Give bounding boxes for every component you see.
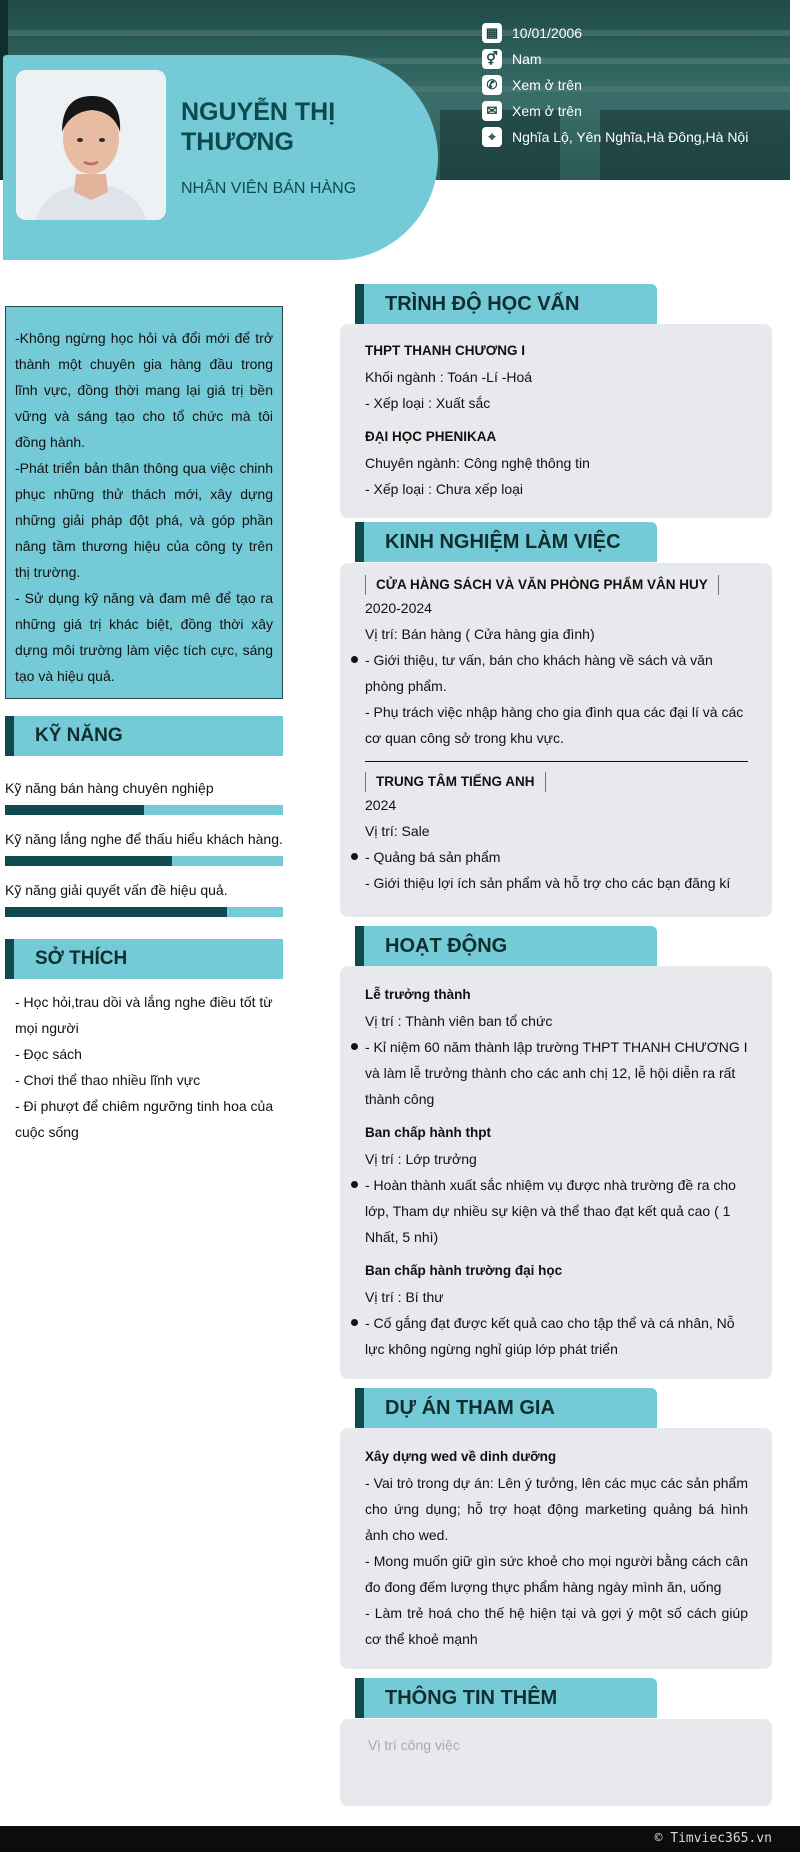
activity-position: Vị trí : Bí thư bbox=[365, 1289, 444, 1305]
phone-icon: ✆ bbox=[482, 75, 502, 95]
extra-info-placeholder[interactable]: Vị trí công việc bbox=[368, 1737, 460, 1753]
projects-heading: DỰ ÁN THAM GIA bbox=[355, 1388, 657, 1428]
education-heading: TRÌNH ĐỘ HỌC VẤN bbox=[355, 284, 657, 324]
skill-label: Kỹ năng bán hàng chuyên nghiệp bbox=[5, 780, 214, 796]
contact-gender: ⚥ Nam bbox=[482, 46, 748, 72]
school-grade: - Xếp loại : Xuất sắc bbox=[365, 395, 491, 411]
email-icon: ✉ bbox=[482, 101, 502, 121]
work-position: Vị trí: Bán hàng ( Cửa hàng gia đình) bbox=[365, 626, 595, 642]
work-detail: - Giới thiệu lợi ích sản phẩm và hỗ trợ cho các bạn đăng kí bbox=[365, 875, 731, 891]
extra-info-box[interactable] bbox=[340, 1719, 772, 1806]
contact-phone: ✆ Xem ở trên bbox=[482, 72, 748, 98]
activity-position: Vị trí : Thành viên ban tổ chức bbox=[365, 1013, 553, 1029]
footer bbox=[0, 1826, 800, 1852]
contact-address: ⌖ Nghĩa Lộ, Yên Nghĩa,Hà Đông,Hà Nội bbox=[482, 124, 748, 150]
projects-box bbox=[340, 1428, 772, 1669]
candidate-name: NGUYỄN THỊ THƯƠNG bbox=[181, 98, 336, 156]
skill-label: Kỹ năng giải quyết vấn đề hiệu quả. bbox=[5, 882, 228, 898]
career-objective bbox=[5, 306, 283, 699]
hobby-item: - Đi phượt để chiêm ngưỡng tinh hoa của cuộc sống bbox=[15, 1098, 274, 1140]
company-name: TRUNG TÂM TIẾNG ANH bbox=[365, 772, 546, 792]
project-detail: - Làm trẻ hoá cho thế hệ hiện tại và gợi ý một số cách giúp cơ thể khoẻ mạnh bbox=[365, 1605, 748, 1647]
skill-bar bbox=[5, 856, 283, 866]
objective-paragraph: -Phát triển bản thân thông qua việc chinh phục những thử thách mới, xây dựng những giải pháp đột phá, và góp phần nâng tầm thương hiệu của công ty trên thị trường. bbox=[15, 460, 273, 580]
school-name: THPT THANH CHƯƠNG I bbox=[365, 343, 525, 358]
location-icon: ⌖ bbox=[482, 127, 502, 147]
extra-info-heading: THÔNG TIN THÊM bbox=[355, 1678, 657, 1718]
objective-paragraph: - Sử dụng kỹ năng và đam mê để tạo ra những giá trị khác biệt, đồng thời xây dựng môi trường làm việc tích cực, sáng tạo và hiệu quả. bbox=[15, 590, 273, 684]
activity-detail: - Hoàn thành xuất sắc nhiệm vụ được nhà trường đề ra cho lớp, Tham dự nhiều sự kiện và thể thao đạt kết quả cao ( 1 Nhất, 5 nhì) bbox=[365, 1172, 748, 1250]
school-field: Khối ngành : Toán -Lí -Hoá bbox=[365, 369, 533, 385]
contact-birthday: ▦ 10/01/2006 bbox=[482, 20, 748, 46]
skill-item bbox=[5, 831, 283, 866]
work-period: 2020-2024 bbox=[365, 600, 432, 616]
work-period: 2024 bbox=[365, 797, 397, 813]
skill-bar bbox=[5, 805, 283, 815]
school-name: ĐẠI HỌC PHENIKAA bbox=[365, 429, 497, 444]
project-name: Xây dựng wed về dinh dưỡng bbox=[365, 1449, 557, 1464]
contact-email: ✉ Xem ở trên bbox=[482, 98, 748, 124]
hobbies-heading: SỞ THÍCH bbox=[5, 939, 283, 979]
avatar bbox=[16, 70, 166, 220]
work-detail: - Phụ trách việc nhập hàng cho gia đình qua các đại lí và các cơ quan công sở trong khu vực. bbox=[365, 704, 744, 746]
footer-brand: © Timviec365.vn bbox=[654, 1831, 772, 1846]
skill-label: Kỹ năng lắng nghe để thấu hiểu khách hàng. bbox=[5, 831, 283, 847]
activity-detail: - Cố gắng đạt được kết quả cao cho tập thể và cá nhân, Nỗ lực không ngừng nghỉ giúp lớp phát triển bbox=[365, 1310, 748, 1362]
activities-heading: HOẠT ĐỘNG bbox=[355, 926, 657, 966]
hobby-item: - Chơi thể thao nhiều lĩnh vực bbox=[15, 1072, 201, 1088]
contact-list bbox=[482, 20, 748, 150]
project-detail: - Vai trò trong dự án: Lên ý tưởng, lên các mục các sản phẩm cho ứng dụng; hỗ trợ hoạt động marketing quảng bá hình ảnh cho wed. bbox=[365, 1475, 748, 1543]
avatar-photo bbox=[16, 70, 166, 220]
skill-item bbox=[5, 780, 283, 815]
school-field: Chuyên ngành: Công nghệ thông tin bbox=[365, 455, 590, 471]
gender-icon: ⚥ bbox=[482, 49, 502, 69]
activity-detail: - Kỉ niệm 60 năm thành lập trường THPT THANH CHƯƠNG I và làm lễ trưởng thành cho các anh chị 12, lễ hội diễn ra rất thành công bbox=[365, 1034, 748, 1112]
experience-box bbox=[340, 563, 772, 917]
hobby-item: - Học hỏi,trau dồi và lắng nghe điều tốt từ mọi người bbox=[15, 994, 273, 1036]
experience-divider bbox=[365, 761, 748, 762]
activity-position: Vị trí : Lớp trưởng bbox=[365, 1151, 477, 1167]
work-detail: - Quảng bá sản phẩm bbox=[365, 844, 748, 870]
company-name: CỬA HÀNG SÁCH VÀ VĂN PHÒNG PHẨM VÂN HUY bbox=[365, 575, 719, 595]
candidate-role: NHÂN VIÊN BÁN HÀNG bbox=[181, 180, 357, 197]
experience-heading: KINH NGHIỆM LÀM VIỆC bbox=[355, 522, 657, 562]
activities-box bbox=[340, 966, 772, 1379]
project-detail: - Mong muốn giữ gìn sức khoẻ cho mọi người bằng cách cân đo đong đếm lượng thực phẩm hàng ngày mình ăn, uống bbox=[365, 1553, 748, 1595]
work-detail: - Giới thiệu, tư vấn, bán cho khách hàng về sách và văn phòng phẩm. bbox=[365, 647, 748, 699]
skill-bar bbox=[5, 907, 283, 917]
calendar-icon: ▦ bbox=[482, 23, 502, 43]
activity-name: Ban chấp hành thpt bbox=[365, 1125, 491, 1140]
skills-heading: KỸ NĂNG bbox=[5, 716, 283, 756]
activity-name: Lễ trưởng thành bbox=[365, 987, 471, 1002]
skill-item bbox=[5, 882, 283, 917]
education-box bbox=[340, 324, 772, 518]
hobby-item: - Đọc sách bbox=[15, 1046, 82, 1062]
objective-paragraph: -Không ngừng học hỏi và đổi mới để trở thành một chuyên gia hàng đầu trong lĩnh vực, đồng thời mang lại giá trị bền vững và sáng tạo cho tổ chức mà tôi đồng hành. bbox=[15, 330, 273, 450]
school-grade: - Xếp loại : Chưa xếp loại bbox=[365, 481, 524, 497]
work-position: Vị trí: Sale bbox=[365, 823, 430, 839]
hobby-list bbox=[5, 989, 283, 1145]
activity-name: Ban chấp hành trường đại học bbox=[365, 1263, 563, 1278]
